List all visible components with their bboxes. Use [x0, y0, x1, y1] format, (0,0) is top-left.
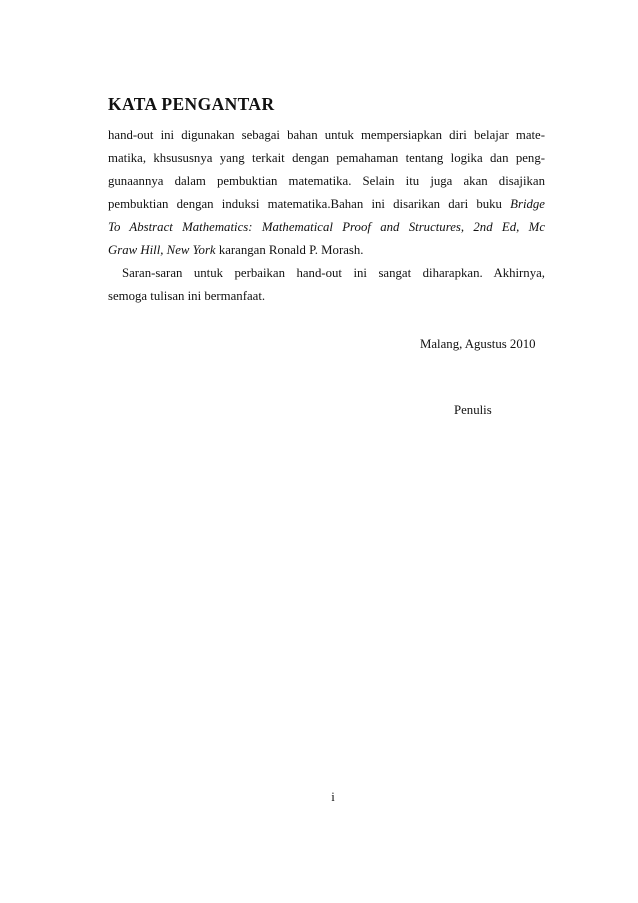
body-text — [108, 124, 545, 308]
book-title-fragment: Graw Hill, New York — [108, 243, 216, 257]
signoff-place-date: Malang, Agustus 2010 — [420, 337, 536, 351]
page-number: i — [331, 790, 335, 804]
text-fragment: pembuktian dengan induksi matematika.Bahan ini disarikan dari buku — [108, 197, 511, 211]
text-fragment: karangan Ronald P. Morash. — [215, 243, 364, 257]
page-title: KATA PENGANTAR — [108, 94, 275, 114]
signoff-author: Penulis — [454, 403, 492, 417]
text-line: semoga tulisan ini bermanfaat. — [108, 289, 266, 303]
paragraph-1 — [108, 124, 545, 262]
text-line: hand-out ini digunakan sebagai bahan untuk mempersiapkan diri belajar mate- — [108, 128, 545, 142]
text-line — [108, 193, 545, 216]
text-line — [108, 239, 545, 262]
text-line: Saran-saran untuk perbaikan hand-out ini sangat diharapkan. Akhirnya, — [122, 266, 545, 280]
book-title-fragment: To Abstract Mathematics: Mathematical Proof and Structures, 2nd Ed, Mc — [108, 220, 545, 234]
paragraph-2 — [108, 262, 545, 308]
text-line: matika, khsususnya yang terkait dengan pemahaman tentang logika dan peng- — [108, 151, 545, 165]
book-title-fragment: Bridge — [510, 197, 545, 211]
text-line — [108, 216, 545, 239]
text-line: gunaannya dalam pembuktian matematika. Selain itu juga akan disajikan — [108, 174, 545, 188]
